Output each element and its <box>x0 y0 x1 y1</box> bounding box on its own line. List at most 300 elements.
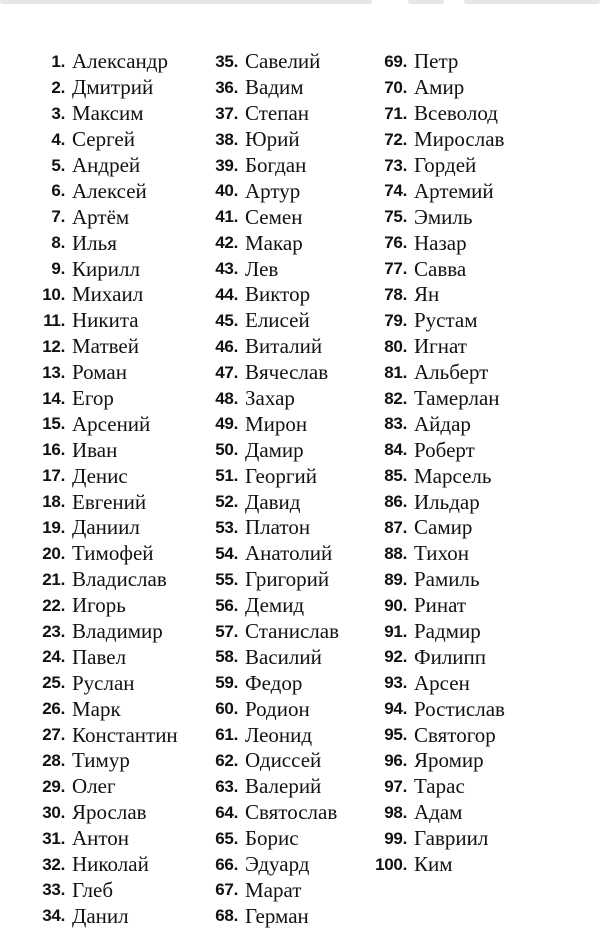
item-name: Егор <box>72 386 114 411</box>
item-number: 41. <box>215 207 238 227</box>
item-name: Антон <box>72 826 130 851</box>
list-item <box>365 101 505 127</box>
item-name: Яромир <box>414 748 484 773</box>
item-number: 62. <box>215 750 238 770</box>
item-name: Макар <box>245 230 303 255</box>
item-number: 46. <box>215 336 238 356</box>
list-item <box>8 178 178 204</box>
item-name: Марк <box>72 696 121 721</box>
item-name: Тихон <box>414 541 469 566</box>
item-name: Богдан <box>245 153 307 177</box>
list-item <box>203 515 339 541</box>
list-item <box>203 800 339 826</box>
item-number: 44. <box>215 284 238 304</box>
item-name: Дмитрий <box>72 75 154 100</box>
item-name: Максим <box>72 101 144 126</box>
item-name: Герман <box>245 903 309 928</box>
list-item <box>365 204 505 230</box>
item-number: 33. <box>42 880 65 900</box>
list-item <box>203 437 339 463</box>
list-item <box>203 308 339 334</box>
list-item <box>365 670 505 696</box>
list-item <box>365 644 505 670</box>
list-item <box>203 334 339 360</box>
list-item <box>365 308 505 334</box>
item-name: Евгений <box>72 489 147 514</box>
item-number: 38. <box>215 129 238 149</box>
item-number: 11. <box>43 310 65 330</box>
list-item <box>8 386 178 412</box>
item-name: Ярослав <box>72 800 147 825</box>
list-item <box>8 153 178 179</box>
item-number: 14. <box>42 388 65 408</box>
item-name: Иван <box>72 437 118 462</box>
item-number: 26. <box>42 699 65 719</box>
item-name: Гордей <box>414 153 477 177</box>
list-item <box>203 696 339 722</box>
item-name: Семен <box>245 204 303 229</box>
item-name: Павел <box>72 644 127 669</box>
item-name: Борис <box>245 826 299 851</box>
item-number: 45. <box>215 310 238 330</box>
list-item <box>365 127 505 153</box>
item-number: 51. <box>215 466 238 486</box>
list-item <box>365 230 505 256</box>
item-name: Артём <box>72 204 130 229</box>
item-number: 95. <box>384 725 407 745</box>
item-name: Олег <box>72 774 116 799</box>
list-item <box>365 619 505 645</box>
item-number: 37. <box>215 103 238 123</box>
list-item <box>203 153 339 179</box>
item-name: Арсений <box>72 411 151 436</box>
item-number: 88. <box>384 543 407 563</box>
item-number: 55. <box>215 569 238 589</box>
item-name: Виталий <box>245 334 323 359</box>
list-item <box>8 334 178 360</box>
list-item <box>203 463 339 489</box>
names-column-2 <box>203 49 339 929</box>
list-item <box>8 826 178 852</box>
item-number: 20. <box>42 543 65 563</box>
list-item <box>203 619 339 645</box>
list-item <box>8 437 178 463</box>
list-item <box>203 903 339 929</box>
item-name: Тарас <box>414 774 465 799</box>
item-number: 90. <box>384 595 407 615</box>
item-number: 23. <box>42 621 65 641</box>
item-name: Ильдар <box>414 489 480 514</box>
item-number: 64. <box>215 802 238 822</box>
item-name: Роман <box>72 360 127 385</box>
item-number: 96. <box>384 750 407 770</box>
item-name: Игнат <box>414 334 467 359</box>
list-item <box>8 619 178 645</box>
list-item <box>8 903 178 929</box>
list-item <box>203 541 339 567</box>
list-item <box>8 75 178 101</box>
item-number: 81. <box>384 362 407 382</box>
item-name: Вадим <box>245 75 304 100</box>
item-number: 48. <box>215 388 238 408</box>
item-name: Савелий <box>245 49 321 74</box>
list-item <box>8 593 178 619</box>
item-number: 12. <box>42 336 65 356</box>
item-number: 25. <box>42 673 65 693</box>
item-name: Рустам <box>414 308 478 333</box>
item-number: 99. <box>384 828 407 848</box>
item-number: 43. <box>215 259 238 279</box>
list-item <box>365 334 505 360</box>
top-edge-bar <box>0 0 600 6</box>
item-name: Святослав <box>245 800 338 825</box>
item-name: Петр <box>414 49 459 74</box>
item-name: Юрий <box>245 127 300 152</box>
item-name: Тимур <box>72 748 130 773</box>
item-number: 16. <box>42 440 65 460</box>
item-number: 17. <box>42 466 65 486</box>
item-name: Алексей <box>72 178 147 203</box>
item-number: 78. <box>384 284 407 304</box>
list-item <box>365 800 505 826</box>
item-name: Святогор <box>414 722 496 747</box>
item-number: 6. <box>51 181 65 201</box>
item-number: 29. <box>42 776 65 796</box>
item-number: 9. <box>51 259 65 279</box>
item-number: 49. <box>215 414 238 434</box>
item-number: 4. <box>51 129 65 149</box>
list-item <box>203 204 339 230</box>
item-name: Захар <box>245 386 295 411</box>
list-item <box>203 748 339 774</box>
item-name: Назар <box>414 230 467 255</box>
item-number: 82. <box>384 388 407 408</box>
item-number: 47. <box>215 362 238 382</box>
list-item <box>203 282 339 308</box>
list-item <box>203 360 339 386</box>
list-item <box>365 437 505 463</box>
list-item <box>203 49 339 75</box>
list-item <box>203 127 339 153</box>
item-number: 98. <box>384 802 407 822</box>
item-number: 52. <box>215 492 238 512</box>
item-name: Айдар <box>414 411 471 436</box>
item-number: 60. <box>215 699 238 719</box>
item-number: 39. <box>215 155 238 175</box>
names-column-3 <box>365 49 505 878</box>
list-item <box>8 722 178 748</box>
item-number: 89. <box>384 569 407 589</box>
item-name: Демид <box>245 593 305 618</box>
item-number: 3. <box>51 103 65 123</box>
list-item <box>8 696 178 722</box>
item-name: Дамир <box>245 437 304 462</box>
list-item <box>8 852 178 878</box>
item-number: 53. <box>215 517 238 537</box>
list-item <box>365 386 505 412</box>
list-item <box>365 489 505 515</box>
item-number: 67. <box>215 880 238 900</box>
list-item <box>365 360 505 386</box>
item-number: 80. <box>384 336 407 356</box>
item-name: Савва <box>414 256 467 281</box>
item-name: Матвей <box>72 334 139 359</box>
item-name: Степан <box>245 101 310 126</box>
item-name: Михаил <box>72 282 144 307</box>
item-number: 10. <box>42 284 65 304</box>
item-name: Альберт <box>414 360 489 385</box>
list-item <box>8 411 178 437</box>
list-item <box>203 878 339 904</box>
item-name: Александр <box>72 49 168 74</box>
list-item <box>8 101 178 127</box>
item-name: Константин <box>72 722 178 747</box>
item-number: 32. <box>42 854 65 874</box>
item-number: 36. <box>215 77 238 97</box>
list-item <box>8 489 178 515</box>
item-number: 13. <box>42 362 65 382</box>
item-number: 74. <box>384 181 407 201</box>
item-name: Станислав <box>245 619 339 644</box>
list-item <box>8 308 178 334</box>
item-number: 56. <box>215 595 238 615</box>
item-name: Вячеслав <box>245 360 329 385</box>
item-number: 22. <box>42 595 65 615</box>
list-item <box>203 567 339 593</box>
list-item <box>365 567 505 593</box>
item-name: Кирилл <box>72 256 140 281</box>
item-number: 69. <box>384 51 407 71</box>
item-name: Лев <box>245 256 279 281</box>
item-name: Адам <box>414 800 463 825</box>
list-item <box>365 282 505 308</box>
item-name: Данил <box>72 903 129 928</box>
item-name: Илья <box>72 230 117 255</box>
item-number: 21. <box>42 569 65 589</box>
item-name: Арсен <box>414 670 470 695</box>
list-item <box>365 696 505 722</box>
list-item <box>8 127 178 153</box>
list-item <box>203 256 339 282</box>
item-number: 77. <box>384 259 407 279</box>
item-name: Андрей <box>72 153 141 177</box>
list-item <box>203 826 339 852</box>
list-item <box>203 852 339 878</box>
list-item <box>203 722 339 748</box>
item-name: Руслан <box>72 670 135 695</box>
item-name: Глеб <box>72 877 114 902</box>
list-item <box>203 101 339 127</box>
item-name: Родион <box>245 696 310 721</box>
item-name: Василий <box>245 644 322 669</box>
list-item <box>365 826 505 852</box>
list-item <box>8 644 178 670</box>
item-name: Денис <box>72 463 128 488</box>
item-name: Валерий <box>245 774 322 799</box>
item-name: Роберт <box>414 437 475 462</box>
list-item <box>8 256 178 282</box>
item-number: 28. <box>42 750 65 770</box>
list-item <box>365 593 505 619</box>
list-item <box>365 722 505 748</box>
item-name: Марсель <box>414 463 492 488</box>
item-name: Артур <box>245 178 301 203</box>
item-number: 50. <box>215 440 238 460</box>
item-name: Тамерлан <box>414 386 500 411</box>
item-number: 72. <box>384 129 407 149</box>
item-number: 8. <box>51 233 65 253</box>
item-name: Марат <box>245 877 302 902</box>
item-number: 73. <box>384 155 407 175</box>
item-name: Филипп <box>414 644 487 669</box>
list-item <box>365 515 505 541</box>
item-number: 68. <box>215 906 238 926</box>
list-item <box>203 230 339 256</box>
item-number: 24. <box>42 647 65 667</box>
list-item <box>203 75 339 101</box>
item-name: Ринат <box>414 593 467 618</box>
item-number: 65. <box>215 828 238 848</box>
list-item <box>8 360 178 386</box>
item-number: 59. <box>215 673 238 693</box>
item-name: Мирон <box>245 411 308 436</box>
top-edge-segment <box>408 0 444 4</box>
item-name: Виктор <box>245 282 311 307</box>
list-item <box>365 75 505 101</box>
item-name: Артемий <box>414 178 494 203</box>
item-name: Игорь <box>72 593 126 618</box>
item-number: 57. <box>215 621 238 641</box>
list-item <box>203 411 339 437</box>
item-name: Гавриил <box>414 826 489 851</box>
list-item <box>365 49 505 75</box>
item-number: 97. <box>384 776 407 796</box>
list-item <box>203 593 339 619</box>
item-number: 18. <box>42 492 65 512</box>
item-name: Тимофей <box>72 541 154 566</box>
item-name: Мирослав <box>414 127 505 152</box>
item-name: Владислав <box>72 567 167 592</box>
list-item <box>8 800 178 826</box>
list-item <box>8 282 178 308</box>
item-number: 54. <box>215 543 238 563</box>
names-column-1 <box>8 49 178 929</box>
list-item <box>8 204 178 230</box>
item-number: 100. <box>375 854 407 874</box>
item-number: 1. <box>51 51 65 71</box>
item-number: 30. <box>42 802 65 822</box>
item-number: 40. <box>215 181 238 201</box>
item-number: 93. <box>384 673 407 693</box>
item-number: 42. <box>215 233 238 253</box>
item-name: Ким <box>414 852 453 877</box>
item-number: 86. <box>384 492 407 512</box>
item-name: Радмир <box>414 619 481 644</box>
item-name: Амир <box>414 75 465 100</box>
item-number: 75. <box>384 207 407 227</box>
list-item <box>365 463 505 489</box>
list-item <box>365 256 505 282</box>
item-name: Григорий <box>245 567 330 592</box>
item-name: Анатолий <box>245 541 333 566</box>
item-number: 83. <box>384 414 407 434</box>
item-name: Эмиль <box>414 204 473 229</box>
item-number: 94. <box>384 699 407 719</box>
list-item <box>8 774 178 800</box>
item-number: 35. <box>215 51 238 71</box>
item-number: 31. <box>42 828 65 848</box>
list-item <box>365 411 505 437</box>
list-item <box>365 541 505 567</box>
item-number: 76. <box>384 233 407 253</box>
item-name: Елисей <box>245 308 310 333</box>
top-edge-segment <box>0 0 372 4</box>
list-item <box>365 178 505 204</box>
list-item <box>8 463 178 489</box>
item-number: 79. <box>384 310 407 330</box>
list-item <box>203 644 339 670</box>
item-number: 2. <box>51 77 65 97</box>
item-name: Владимир <box>72 619 163 644</box>
list-item <box>8 230 178 256</box>
item-number: 7. <box>51 207 65 227</box>
list-item <box>203 386 339 412</box>
list-item <box>365 153 505 179</box>
item-name: Федор <box>245 670 303 695</box>
list-item <box>8 49 178 75</box>
item-name: Всеволод <box>414 101 498 126</box>
list-item <box>8 670 178 696</box>
list-item <box>365 748 505 774</box>
list-item <box>365 852 505 878</box>
list-item <box>8 515 178 541</box>
item-name: Сергей <box>72 127 135 152</box>
list-item <box>8 878 178 904</box>
item-name: Георгий <box>245 463 317 488</box>
item-number: 71. <box>384 103 407 123</box>
item-number: 15. <box>42 414 65 434</box>
list-item <box>365 774 505 800</box>
item-name: Даниил <box>72 515 140 540</box>
item-number: 61. <box>215 725 238 745</box>
list-item <box>8 541 178 567</box>
item-name: Ростислав <box>414 696 505 721</box>
item-number: 34. <box>42 906 65 926</box>
item-name: Рамиль <box>414 567 480 592</box>
list-item <box>203 670 339 696</box>
item-number: 92. <box>384 647 407 667</box>
list-item <box>203 178 339 204</box>
item-number: 27. <box>42 725 65 745</box>
item-name: Никита <box>72 308 139 333</box>
item-name: Одиссей <box>245 748 322 773</box>
top-edge-segment <box>464 0 600 4</box>
item-number: 66. <box>215 854 238 874</box>
item-number: 19. <box>42 517 65 537</box>
item-number: 5. <box>51 155 65 175</box>
item-name: Леонид <box>245 722 313 747</box>
list-item <box>8 748 178 774</box>
item-number: 87. <box>384 517 407 537</box>
item-name: Ян <box>414 282 440 307</box>
list-item <box>8 567 178 593</box>
item-number: 58. <box>215 647 238 667</box>
list-item <box>203 774 339 800</box>
list-item <box>203 489 339 515</box>
item-name: Платон <box>245 515 311 540</box>
item-number: 91. <box>384 621 407 641</box>
item-number: 84. <box>384 440 407 460</box>
